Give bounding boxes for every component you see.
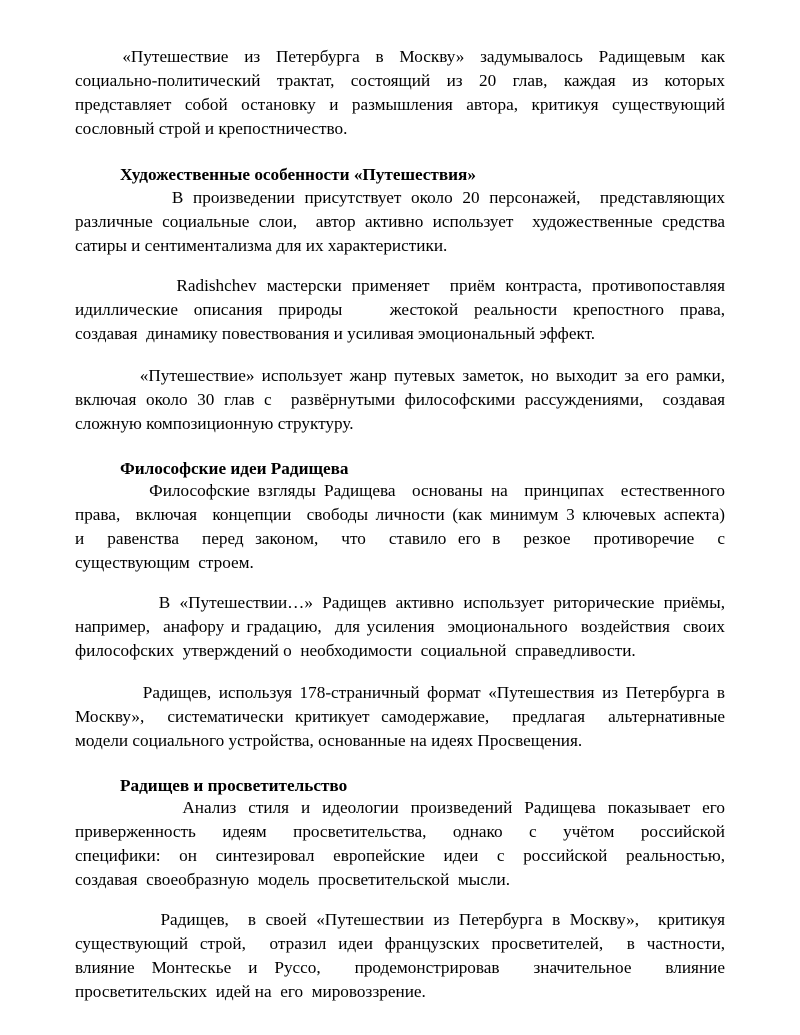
text-line: существующий строй, отразил идеи французских просветителей, в частности, bbox=[75, 934, 725, 953]
section-heading-artistic-features: Художественные особенности «Путешествия» bbox=[120, 165, 476, 184]
text-line: В произведении присутствует около 20 персонажей, представляющих bbox=[75, 188, 726, 207]
text-line: «Путешествие из Петербурга в Москву» задумывалось Радищевым как bbox=[75, 47, 725, 66]
text-line: создавая своеобразную модель просветительской мысли. bbox=[75, 870, 511, 889]
text-line: идиллические описания природы жестокой реальности крепостного права, bbox=[75, 300, 725, 319]
text-line: специфики: он синтезировал европейские идеи с российской реальностью, bbox=[75, 846, 725, 865]
text-line: представляет собой остановку и размышления автора, критикуя существующий bbox=[75, 95, 725, 114]
text-line: просветительских идей на его мировоззрение. bbox=[75, 982, 426, 1001]
text-line: Radishchev мастерски применяет приём контраста, противопоставляя bbox=[75, 276, 725, 295]
paragraph-contrast bbox=[75, 274, 725, 346]
text-line: и равенства перед законом, что ставило его в резкое противоречие с bbox=[75, 529, 725, 548]
text-line: Анализ стиля и идеологии произведений Радищева показывает его bbox=[75, 798, 725, 817]
paragraph-intro bbox=[75, 45, 725, 141]
paragraph-style-analysis bbox=[75, 796, 725, 892]
text-line: сложную композиционную структуру. bbox=[75, 414, 354, 433]
text-line: социально-политический трактат, состоящий из 20 глав, каждая из которых bbox=[75, 71, 725, 90]
text-line: существующим строем. bbox=[75, 553, 254, 572]
paragraph-natural-law bbox=[75, 479, 725, 575]
paragraph-genre bbox=[75, 364, 725, 436]
text-line: Москву», систематически критикует самодержавие, предлагая альтернативные bbox=[75, 707, 725, 726]
text-line: «Путешествие» использует жанр путевых заметок, но выходит за его рамки, bbox=[75, 366, 725, 385]
paragraph-french-influence bbox=[75, 908, 725, 1004]
text-line: Радищев, в своей «Путешествии из Петербурга в Москву», критикуя bbox=[75, 910, 726, 929]
text-line: приверженность идеям просветительства, однако с учётом российской bbox=[75, 822, 725, 841]
section-heading-philosophical-ideas: Философские идеи Радищева bbox=[120, 459, 349, 478]
paragraph-autocracy-critique bbox=[75, 681, 725, 753]
text-line: В «Путешествии…» Радищев активно использует риторические приёмы, bbox=[75, 593, 725, 612]
text-line: сатиры и сентиментализма для их характеристики. bbox=[75, 236, 448, 255]
text-line: Радищев, используя 178-страничный формат «Путешествия из Петербурга в bbox=[75, 683, 726, 702]
text-line: включая около 30 глав с развёрнутыми философскими рассуждениями, создавая bbox=[75, 390, 725, 409]
paragraph-characters bbox=[75, 186, 725, 258]
text-line: Философские взгляды Радищева основаны на принципах естественного bbox=[75, 481, 725, 500]
text-line: модели социального устройства, основанные на идеях Просвещения. bbox=[75, 731, 583, 750]
text-line: философских утверждений о необходимости социальной справедливости. bbox=[75, 641, 636, 660]
text-line: права, включая концепции свободы личности (как минимум 3 ключевых аспекта) bbox=[75, 505, 725, 524]
text-line: влияние Монтескье и Руссо, продемонстрировав значительное влияние bbox=[75, 958, 725, 977]
text-line: различные социальные слои, автор активно использует художественные средства bbox=[75, 212, 725, 231]
paragraph-rhetoric bbox=[75, 591, 725, 663]
text-line: например, анафору и градацию, для усиления эмоционального воздействия своих bbox=[75, 617, 725, 636]
text-line: создавая динамику повествования и усиливая эмоциональный эффект. bbox=[75, 324, 596, 343]
text-line: сословный строй и крепостничество. bbox=[75, 119, 348, 138]
section-heading-enlightenment: Радищев и просветительство bbox=[120, 776, 348, 795]
